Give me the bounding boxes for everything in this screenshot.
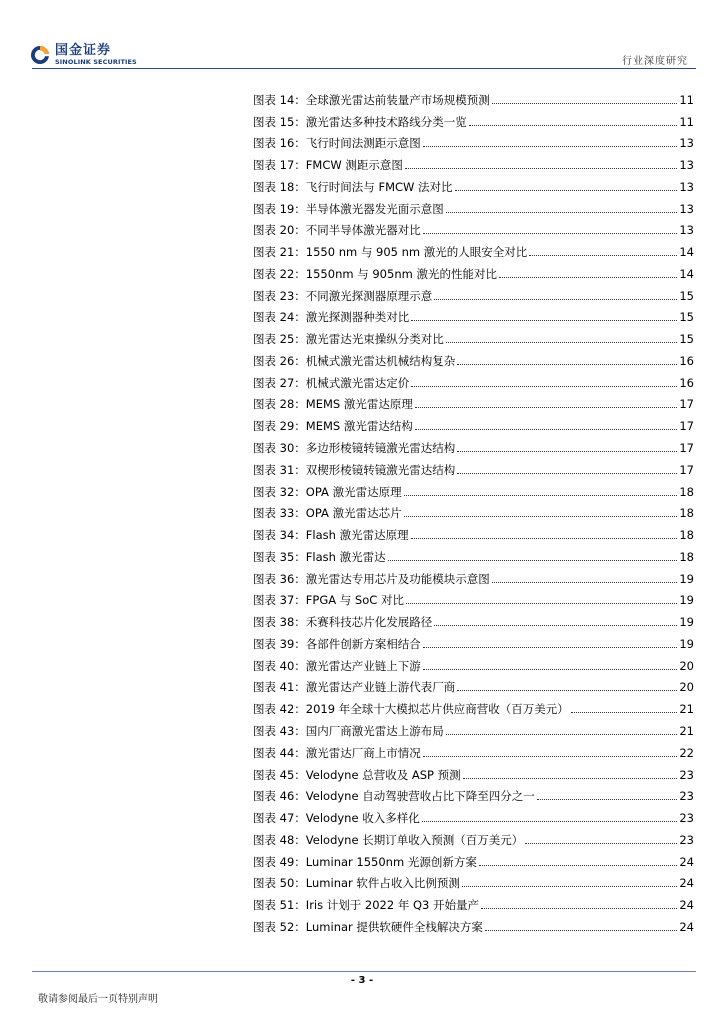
toc-entry-label: 图表 32：	[253, 484, 306, 499]
toc-entry-title: Iris 计划于 2022 年 Q3 开始量产	[305, 898, 480, 913]
toc-entry-title: 国内厂商激光雷达上游布局	[305, 723, 444, 738]
toc-leader-dots	[415, 429, 677, 430]
toc-entry-label: 图表 24：	[253, 310, 306, 325]
toc-entry-title: OPA 激光雷达芯片	[305, 506, 402, 521]
toc-entry-title: 不同激光探测器原理示意	[305, 288, 433, 303]
toc-entry-page: 13	[679, 179, 694, 194]
toc-entry-label: 图表 16：	[253, 136, 306, 151]
toc-entry-page: 18	[679, 528, 694, 543]
toc-leader-dots	[434, 299, 677, 300]
toc-entry-label: 图表 15：	[253, 114, 306, 129]
toc-entry-page: 16	[679, 353, 694, 368]
toc-leader-dots	[446, 734, 678, 735]
toc-entry[interactable]	[253, 411, 694, 433]
toc-entry-label: 图表 44：	[253, 745, 306, 760]
toc-entry-label: 图表 23：	[253, 288, 306, 303]
toc-entry-label: 图表 29：	[253, 419, 306, 434]
toc-entry-page: 18	[679, 484, 694, 499]
toc-leader-dots	[537, 799, 678, 800]
toc-entry-title: 各部件创新方案相结合	[305, 636, 421, 651]
toc-entry-title: 半导体激光器发光面示意图	[305, 201, 444, 216]
toc-entry[interactable]	[253, 673, 694, 695]
toc-entry-title: 机械式激光雷达定价	[305, 375, 410, 390]
toc-entry[interactable]	[253, 607, 694, 629]
header-divider	[32, 68, 696, 69]
toc-entry-label: 图表 36：	[253, 571, 306, 586]
toc-leader-dots	[469, 125, 678, 126]
toc-entry-title: 多边形棱镜转镜激光雷达结构	[305, 441, 456, 456]
toc-entry[interactable]	[253, 346, 694, 368]
toc-entry-label: 图表 25：	[253, 332, 306, 347]
toc-leader-dots	[529, 255, 677, 256]
toc-entry-page: 15	[679, 288, 694, 303]
toc-leader-dots	[571, 712, 678, 713]
toc-entry[interactable]	[253, 455, 694, 477]
toc-entry[interactable]	[253, 499, 694, 521]
logo-chinese-name: 国金证券	[55, 43, 112, 59]
toc-entry-page: 13	[679, 136, 694, 151]
toc-entry-label: 图表 18：	[253, 179, 306, 194]
toc-entry[interactable]	[253, 324, 694, 346]
toc-entry[interactable]	[253, 782, 694, 804]
toc-entry[interactable]	[253, 825, 694, 847]
table-of-figures	[253, 85, 694, 934]
toc-leader-dots	[457, 451, 677, 452]
toc-entry-page: 18	[679, 506, 694, 521]
toc-leader-dots	[423, 647, 678, 648]
toc-entry-page: 15	[679, 310, 694, 325]
toc-entry-title: Flash 激光雷达原理	[305, 528, 409, 543]
logo-english-name: SINOLINK SECURITIES	[55, 58, 137, 67]
toc-entry-page: 16	[679, 375, 694, 390]
toc-entry[interactable]	[253, 586, 694, 608]
toc-entry[interactable]	[253, 194, 694, 216]
toc-entry-label: 图表 52：	[253, 919, 306, 934]
toc-entry[interactable]	[253, 760, 694, 782]
toc-entry-title: 激光雷达专用芯片及功能模块示意图	[305, 571, 490, 586]
toc-entry-title: 激光雷达光束操纵分类对比	[305, 332, 444, 347]
toc-entry[interactable]	[253, 869, 694, 891]
toc-entry-title: Luminar 提供软硬件全栈解决方案	[305, 919, 483, 934]
company-logo	[30, 40, 137, 70]
toc-entry-label: 图表 19：	[253, 201, 306, 216]
toc-entry-label: 图表 38：	[253, 615, 306, 630]
toc-entry-title: OPA 激光雷达原理	[305, 484, 402, 499]
toc-leader-dots	[423, 756, 678, 757]
toc-entry-page: 24	[679, 854, 694, 869]
toc-entry[interactable]	[253, 85, 694, 107]
toc-leader-dots	[481, 908, 677, 909]
toc-leader-dots	[492, 103, 678, 104]
toc-entry-label: 图表 26：	[253, 353, 306, 368]
toc-entry[interactable]	[253, 890, 694, 912]
toc-entry-page: 23	[679, 832, 694, 847]
toc-entry-page: 17	[679, 462, 694, 477]
toc-entry-label: 图表 27：	[253, 375, 306, 390]
toc-entry-title: 激光雷达产业链上下游	[305, 658, 421, 673]
page-number: - 3 -	[350, 975, 374, 986]
toc-entry[interactable]	[253, 368, 694, 390]
toc-leader-dots	[422, 821, 678, 822]
toc-entry-title: 激光雷达多种技术路线分类一览	[305, 114, 467, 129]
toc-entry-title: 激光探测器种类对比	[305, 310, 410, 325]
toc-entry-title: 1550nm 与 905nm 激光的性能对比	[305, 266, 497, 281]
toc-entry-page: 24	[679, 898, 694, 913]
toc-entry[interactable]	[253, 477, 694, 499]
footer-divider	[32, 971, 696, 972]
toc-entry-page: 20	[679, 680, 694, 695]
toc-entry-title: Luminar 软件占收入比例预测	[305, 876, 460, 891]
toc-entry-label: 图表 30：	[253, 441, 306, 456]
toc-entry[interactable]	[253, 564, 694, 586]
toc-entry[interactable]	[253, 803, 694, 825]
toc-entry-label: 图表 40：	[253, 658, 306, 673]
toc-entry-title: 不同半导体激光器对比	[305, 223, 421, 238]
toc-entry-label: 图表 33：	[253, 506, 306, 521]
toc-entry-page: 13	[679, 158, 694, 173]
toc-leader-dots	[404, 495, 678, 496]
toc-leader-dots	[525, 843, 677, 844]
toc-entry-page: 19	[679, 571, 694, 586]
toc-entry-label: 图表 45：	[253, 767, 306, 782]
toc-entry-title: 2019 年全球十大模拟芯片供应商营收（百万美元）	[305, 702, 569, 717]
toc-entry-label: 图表 35：	[253, 549, 306, 564]
toc-entry-page: 21	[679, 723, 694, 738]
toc-leader-dots	[434, 625, 677, 626]
toc-entry-label: 图表 43：	[253, 723, 306, 738]
toc-entry-title: Velodyne 收入多样化	[305, 811, 420, 826]
toc-entry-label: 图表 14：	[253, 92, 306, 107]
toc-entry[interactable]	[253, 542, 694, 564]
toc-entry-page: 19	[679, 636, 694, 651]
toc-entry-label: 图表 20：	[253, 223, 306, 238]
toc-entry[interactable]	[253, 847, 694, 869]
toc-entry-page: 19	[679, 593, 694, 608]
toc-entry-page: 23	[679, 789, 694, 804]
toc-entry[interactable]	[253, 520, 694, 542]
toc-entry-page: 15	[679, 332, 694, 347]
toc-entry-title: 机械式激光雷达机械结构复杂	[305, 353, 456, 368]
toc-entry[interactable]	[253, 150, 694, 172]
toc-entry[interactable]	[253, 694, 694, 716]
toc-leader-dots	[411, 320, 677, 321]
toc-entry-label: 图表 51：	[253, 898, 306, 913]
toc-leader-dots	[405, 168, 677, 169]
report-type-label: 行业深度研究	[622, 56, 688, 67]
toc-entry-title: Velodyne 自动驾驶营收占比下降至四分之一	[305, 789, 535, 804]
toc-leader-dots	[411, 538, 678, 539]
toc-entry-label: 图表 39：	[253, 636, 306, 651]
toc-leader-dots	[404, 516, 678, 517]
toc-entry-label: 图表 50：	[253, 876, 306, 891]
toc-entry[interactable]	[253, 629, 694, 651]
page-header	[0, 0, 724, 70]
toc-entry[interactable]	[253, 107, 694, 129]
toc-entry-page: 24	[679, 919, 694, 934]
toc-entry-title: FMCW 测距示意图	[305, 158, 403, 173]
toc-entry-page: 17	[679, 441, 694, 456]
toc-entry[interactable]	[253, 259, 694, 281]
toc-entry-label: 图表 22：	[253, 266, 306, 281]
toc-leader-dots	[415, 407, 677, 408]
toc-entry[interactable]	[253, 281, 694, 303]
toc-entry-label: 图表 48：	[253, 832, 306, 847]
toc-leader-dots	[457, 690, 677, 691]
toc-entry-page: 17	[679, 397, 694, 412]
toc-leader-dots	[485, 930, 677, 931]
toc-entry-label: 图表 37：	[253, 593, 306, 608]
toc-entry[interactable]	[253, 129, 694, 151]
toc-entry-page: 18	[679, 549, 694, 564]
toc-leader-dots	[446, 212, 678, 213]
disclaimer-note: 敬请参阅最后一页特别声明	[38, 994, 158, 1005]
toc-leader-dots	[463, 778, 678, 779]
toc-entry-label: 图表 31：	[253, 462, 306, 477]
toc-entry-title: 激光雷达产业链上游代表厂商	[305, 680, 456, 695]
toc-entry-label: 图表 17：	[253, 158, 306, 173]
toc-entry-page: 11	[679, 92, 694, 107]
toc-entry-label: 图表 41：	[253, 680, 306, 695]
toc-entry-page: 13	[679, 223, 694, 238]
toc-entry[interactable]	[253, 651, 694, 673]
toc-entry-page: 20	[679, 658, 694, 673]
toc-entry-title: FPGA 与 SoC 对比	[305, 593, 404, 608]
toc-entry-label: 图表 21：	[253, 245, 306, 260]
toc-entry[interactable]	[253, 738, 694, 760]
toc-leader-dots	[411, 386, 677, 387]
toc-leader-dots	[446, 342, 678, 343]
toc-entry[interactable]	[253, 172, 694, 194]
toc-entry[interactable]	[253, 390, 694, 412]
toc-leader-dots	[492, 582, 678, 583]
toc-entry-label: 图表 34：	[253, 528, 306, 543]
toc-entry-title: 禾赛科技芯片化发展路径	[305, 615, 433, 630]
toc-entry[interactable]	[253, 716, 694, 738]
toc-entry-page: 14	[679, 266, 694, 281]
toc-entry-page: 17	[679, 419, 694, 434]
toc-leader-dots	[423, 669, 678, 670]
toc-entry-title: 飞行时间法测距示意图	[305, 136, 421, 151]
toc-leader-dots	[457, 364, 677, 365]
sinolink-logo-icon	[30, 45, 50, 65]
toc-entry-page: 23	[679, 767, 694, 782]
toc-leader-dots	[406, 603, 677, 604]
toc-entry-page: 21	[679, 702, 694, 717]
toc-entry-label: 图表 28：	[253, 397, 306, 412]
toc-entry[interactable]	[253, 303, 694, 325]
toc-entry[interactable]	[253, 216, 694, 238]
toc-leader-dots	[423, 146, 678, 147]
toc-leader-dots	[423, 233, 678, 234]
toc-entry-title: Velodyne 长期订单收入预测（百万美元）	[305, 832, 524, 847]
toc-entry-page: 11	[679, 114, 694, 129]
toc-entry-page: 22	[679, 745, 694, 760]
toc-entry-title: MEMS 激光雷达结构	[305, 419, 413, 434]
toc-entry-title: 飞行时间法与 FMCW 法对比	[305, 179, 453, 194]
toc-entry-title: Flash 激光雷达	[305, 549, 386, 564]
toc-entry[interactable]	[253, 237, 694, 259]
toc-entry-page: 23	[679, 811, 694, 826]
toc-entry-title: Luminar 1550nm 光源创新方案	[305, 854, 477, 869]
toc-entry-title: Velodyne 总营收及 ASP 预测	[305, 767, 461, 782]
toc-entry[interactable]	[253, 433, 694, 455]
toc-entry-title: 1550 nm 与 905 nm 激光的人眼安全对比	[305, 245, 528, 260]
toc-leader-dots	[455, 190, 678, 191]
toc-entry-page: 13	[679, 201, 694, 216]
toc-entry-label: 图表 46：	[253, 789, 306, 804]
toc-leader-dots	[462, 886, 677, 887]
toc-entry-title: 双楔形棱镜转镜激光雷达结构	[305, 462, 456, 477]
toc-entry-page: 24	[679, 876, 694, 891]
toc-leader-dots	[479, 865, 678, 866]
toc-entry[interactable]	[253, 912, 694, 934]
toc-entry-title: MEMS 激光雷达原理	[305, 397, 413, 412]
toc-entry-title: 激光雷达厂商上市情况	[305, 745, 421, 760]
toc-entry-label: 图表 49：	[253, 854, 306, 869]
toc-entry-page: 19	[679, 615, 694, 630]
toc-leader-dots	[499, 277, 677, 278]
toc-entry-page: 14	[679, 245, 694, 260]
toc-entry-label: 图表 47：	[253, 811, 306, 826]
toc-entry-label: 图表 42：	[253, 702, 306, 717]
toc-leader-dots	[457, 473, 677, 474]
toc-leader-dots	[388, 560, 678, 561]
toc-entry-title: 全球激光雷达前装量产市场规模预测	[305, 92, 490, 107]
